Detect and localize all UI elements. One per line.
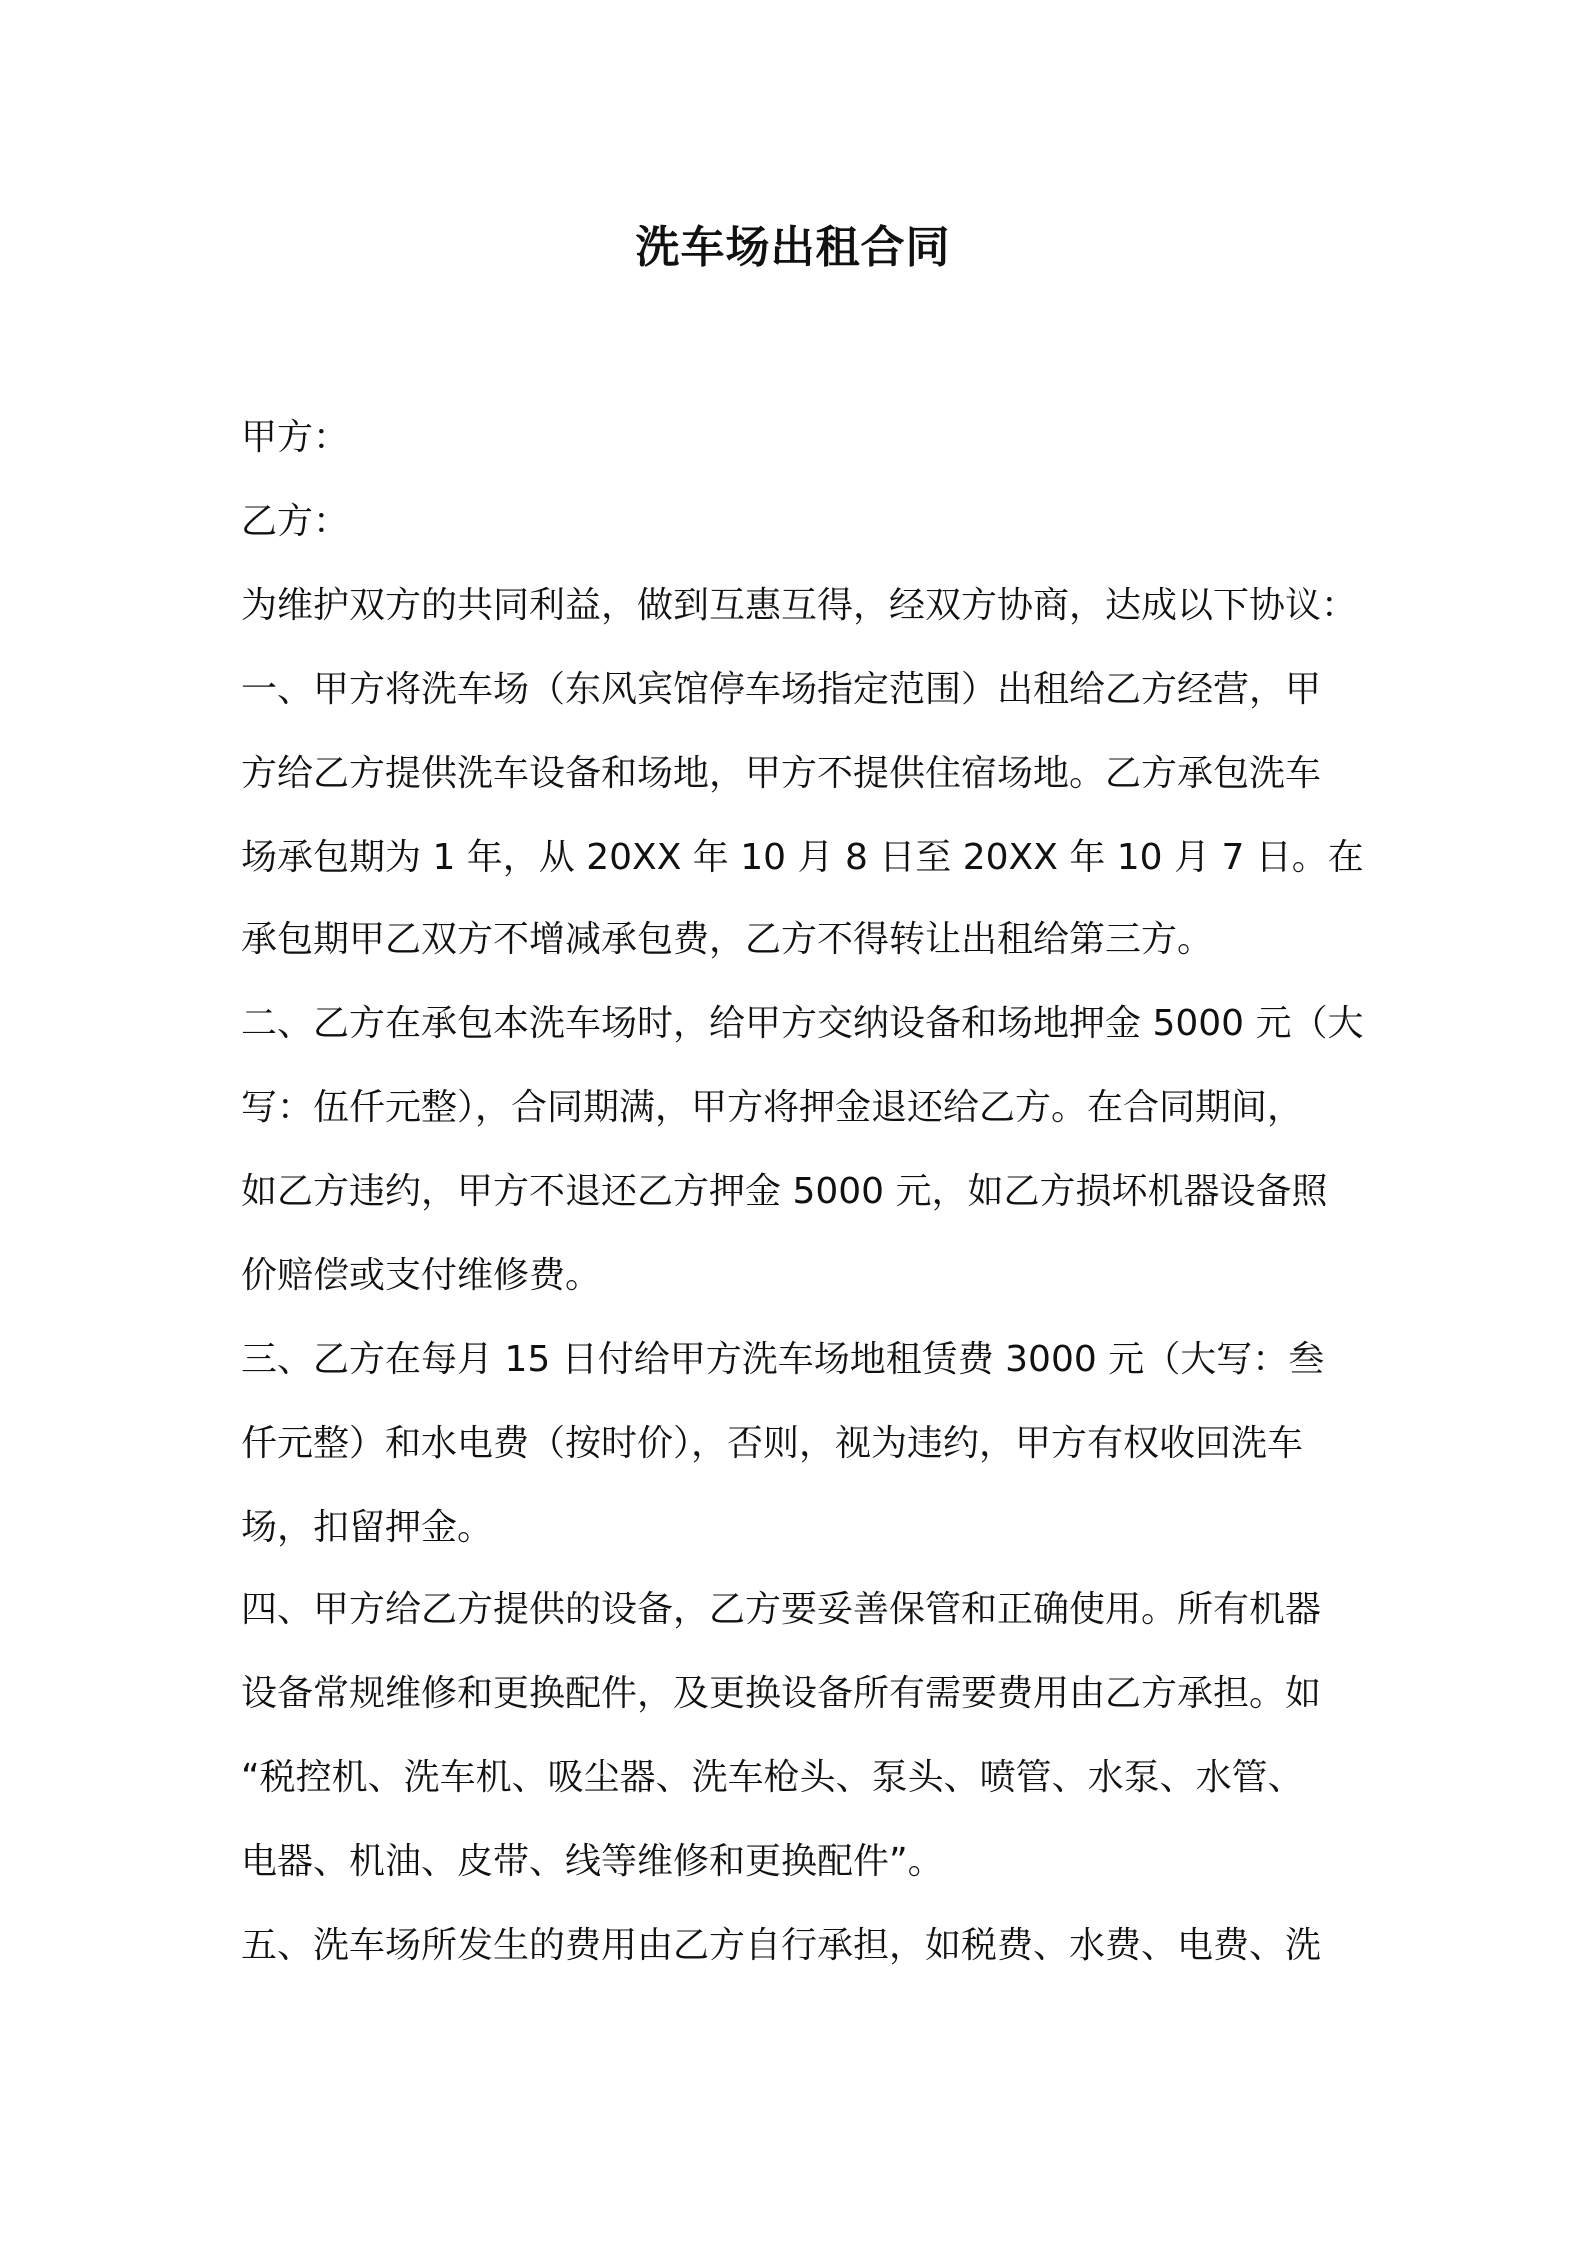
clause-1-line-2: 方给乙方提供洗车设备和场地，甲方不提供住宿场地。乙方承包洗车 bbox=[241, 753, 1322, 794]
party-b-label: 乙方： bbox=[241, 501, 350, 542]
party-a-label: 甲方： bbox=[241, 417, 350, 458]
clause-2-line-2: 写：伍仟元整），合同期满，甲方将押金退还给乙方。在合同期间， bbox=[241, 1087, 1304, 1128]
document-title: 洗车场出租合同 bbox=[635, 222, 951, 273]
clause-3-line-2: 仟元整）和水电费（按时价），否则，视为违约，甲方有权收回洗车 bbox=[241, 1423, 1304, 1464]
clause-5-line-1: 五、洗车场所发生的费用由乙方自行承担，如税费、水费、电费、洗 bbox=[241, 1925, 1322, 1966]
clause-4-line-2: 设备常规维修和更换配件，及更换设备所有需要费用由乙方承担。如 bbox=[241, 1673, 1322, 1714]
clause-1-line-4: 承包期甲乙双方不增减承包费，乙方不得转让出租给第三方。 bbox=[241, 919, 1214, 960]
clause-2-line-3: 如乙方违约，甲方不退还乙方押金 5000 元，如乙方损坏机器设备照 bbox=[241, 1171, 1328, 1212]
clause-1-line-1: 一、甲方将洗车场（东风宾馆停车场指定范围）出租给乙方经营，甲 bbox=[241, 669, 1322, 710]
clause-1-line-3: 场承包期为 1 年，从 20XX 年 10 月 8 日至 20XX 年 10 月 7 日。在 bbox=[241, 837, 1364, 878]
clause-2-line-1: 二、乙方在承包本洗车场时，给甲方交纳设备和场地押金 5000 元（大 bbox=[241, 1003, 1364, 1044]
clause-4-line-1: 四、甲方给乙方提供的设备，乙方要妥善保管和正确使用。所有机器 bbox=[241, 1589, 1322, 1630]
intro-paragraph: 为维护双方的共同利益，做到互惠互得，经双方协商，达成以下协议： bbox=[241, 585, 1358, 626]
clause-2-line-4: 价赔偿或支付维修费。 bbox=[241, 1255, 602, 1296]
clause-3-line-1: 三、乙方在每月 15 日付给甲方洗车场地租赁费 3000 元（大写：叁 bbox=[241, 1339, 1325, 1380]
clause-4-line-4: 电器、机油、皮带、线等维修和更换配件”。 bbox=[241, 1841, 944, 1882]
clause-3-line-3: 场，扣留押金。 bbox=[241, 1507, 494, 1548]
clause-4-line-3: “税控机、洗车机、吸尘器、洗车枪头、泵头、喷管、水泵、水管、 bbox=[241, 1757, 1304, 1798]
